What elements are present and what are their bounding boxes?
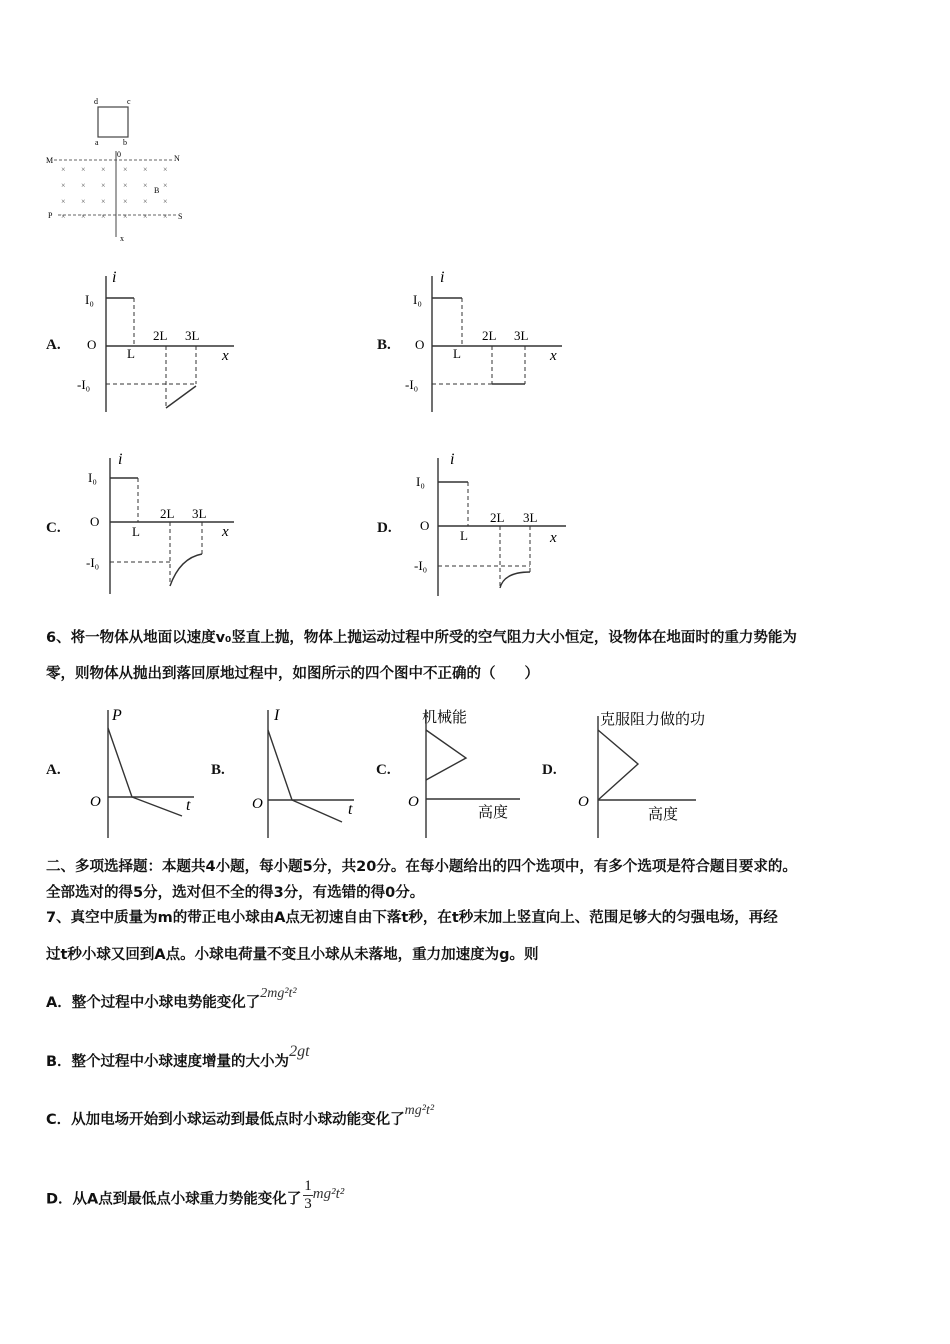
label-2L: 2L	[160, 506, 175, 521]
field-cross-mark: ×	[61, 212, 66, 221]
label-L: L	[132, 524, 140, 539]
q5-option-letter-A: A.	[46, 337, 61, 353]
label-3L: 3L	[523, 510, 538, 525]
label-neg-I0: -I₀	[86, 555, 100, 570]
label-L: L	[453, 346, 461, 361]
label-x: x	[222, 524, 229, 540]
label-d: d	[94, 97, 98, 106]
q7-option-C-formula: mg²t²	[404, 1103, 435, 1118]
field-cross-mark: ×	[143, 165, 148, 174]
q6-line1: 6、将一物体从地面以速度v₀竖直上抛，物体上抛运动过程中所受的空气阻力大小恒定，设物体在地面时的重力势能为	[46, 630, 797, 646]
label-S: S	[178, 212, 183, 221]
q7-option-B	[46, 1043, 310, 1072]
axis-label-height: 高度	[648, 807, 679, 823]
axis-label-i: i	[112, 269, 117, 286]
field-cross-mark: ×	[101, 212, 106, 221]
label-neg-I0: -I₀	[405, 377, 419, 392]
q6-option-letter-B: B.	[211, 762, 225, 778]
axis-label-height: 高度	[478, 805, 509, 821]
axis-label-t: t	[186, 797, 191, 814]
field-cross-mark: ×	[61, 181, 66, 190]
label-neg-I0: -I₀	[77, 377, 91, 392]
curve	[426, 730, 466, 780]
label-I0: I₀	[416, 474, 425, 489]
field-cross-mark: ×	[123, 197, 128, 206]
q6-option-letter-C: C.	[376, 762, 391, 778]
label-x: x	[222, 348, 229, 364]
label-c: c	[127, 97, 131, 106]
q7-option-D-fraction	[303, 1178, 313, 1213]
label-O: O	[408, 794, 419, 810]
q5-option-letter-D: D.	[377, 520, 392, 536]
curve	[108, 728, 182, 816]
q7-option-D-formula: mg²t²	[312, 1185, 345, 1202]
field-cross-mark: ×	[81, 212, 86, 221]
label-x: x	[550, 348, 557, 364]
q7-option-B-text: B．整个过程中小球速度增量的大小为	[46, 1054, 290, 1070]
q5-graph-A	[76, 268, 246, 418]
section2-line1: 二、多项选择题：本题共4小题，每小题5分，共20分。在每小题给出的四个选项中，有多个选项是符合题目要求的。	[46, 859, 797, 875]
field-cross-mark: ×	[163, 212, 168, 221]
q6-graph-C	[400, 700, 530, 842]
field-cross-mark: ×	[163, 181, 168, 190]
axis-label-P: P	[112, 707, 122, 724]
q7-option-D	[46, 1178, 345, 1217]
label-2L: 2L	[490, 510, 505, 525]
label-3L: 3L	[185, 328, 200, 343]
magnetic-field-figure	[44, 95, 204, 245]
field-cross-mark: ×	[143, 181, 148, 190]
current-segment-negative	[500, 572, 530, 588]
axis-label-i: i	[440, 269, 445, 286]
label-M: M	[46, 156, 54, 165]
q6-graph-B	[248, 700, 368, 842]
q7-option-A	[46, 986, 297, 1014]
field-cross-mark: ×	[101, 197, 106, 206]
q6-graph-A	[84, 700, 204, 842]
q7-option-C	[46, 1103, 435, 1131]
axis-label-t: t	[348, 801, 353, 818]
label-O: O	[90, 794, 101, 810]
label-O: O	[87, 337, 97, 352]
field-cross-mark: ×	[81, 181, 86, 190]
label-O: O	[252, 796, 263, 812]
q7-line1: 7、真空中质量为m的带正电小球由A点无初速自由下落t秒，在t秒末加上竖直向上、范围足够大的匀强电场，再经	[46, 910, 778, 926]
label-neg-I0: -I₀	[414, 558, 428, 573]
q7-option-A-formula: 2mg²t²	[260, 986, 297, 1001]
label-L: L	[127, 346, 135, 361]
q5-graph-D	[404, 450, 574, 600]
q7-line2: 过t秒小球又回到A点。小球电荷量不变且小球从未落地，重力加速度为g。则	[46, 947, 539, 963]
label-B: B	[154, 186, 160, 195]
curve	[598, 730, 638, 800]
q5-graph-C	[76, 450, 246, 600]
label-2L: 2L	[482, 328, 497, 343]
q5-option-letter-C: C.	[46, 520, 61, 536]
label-O: O	[420, 518, 430, 533]
label-x: x	[550, 530, 557, 546]
label-zero: 0	[117, 150, 121, 159]
field-crosses	[61, 165, 168, 221]
label-O: O	[90, 514, 100, 529]
field-cross-mark: ×	[61, 165, 66, 174]
field-cross-mark: ×	[163, 165, 168, 174]
q6-line2: 零，则物体从抛出到落回原地过程中，如图所示的四个图中不正确的（ ）	[46, 666, 539, 682]
label-3L: 3L	[192, 506, 207, 521]
axis-label-mechanical-energy: 机械能	[422, 710, 468, 726]
q7-option-B-formula: 2gt	[289, 1043, 310, 1060]
label-N: N	[174, 154, 180, 163]
fraction-numerator: 1	[304, 1178, 312, 1194]
field-cross-mark: ×	[61, 197, 66, 206]
label-P: P	[48, 211, 53, 220]
label-O: O	[578, 794, 589, 810]
label-3L: 3L	[514, 328, 529, 343]
axis-label-I: I	[274, 707, 280, 724]
q7-option-A-text: A．整个过程中小球电势能变化了	[46, 995, 261, 1011]
field-cross-mark: ×	[81, 165, 86, 174]
curve	[268, 730, 342, 822]
label-I0: I₀	[413, 292, 422, 307]
q5-graph-B	[404, 268, 574, 418]
square-coil	[98, 107, 128, 137]
q7-option-C-text: C．从加电场开始到小球运动到最低点时小球动能变化了	[46, 1112, 405, 1128]
field-cross-mark: ×	[143, 212, 148, 221]
axis-label-i: i	[118, 451, 123, 468]
current-segment-negative	[170, 554, 202, 586]
field-cross-mark: ×	[101, 165, 106, 174]
q5-option-letter-B: B.	[377, 337, 391, 353]
q6-option-letter-A: A.	[46, 762, 61, 778]
q6-graph-D	[572, 700, 742, 842]
label-I0: I₀	[88, 470, 97, 485]
section2-line2: 全部选对的得5分，选对但不全的得3分，有选错的得0分。	[46, 885, 425, 901]
field-cross-mark: ×	[123, 165, 128, 174]
field-cross-mark: ×	[163, 197, 168, 206]
field-cross-mark: ×	[123, 212, 128, 221]
axis-label-i: i	[450, 451, 455, 468]
field-cross-mark: ×	[101, 181, 106, 190]
label-O: O	[415, 337, 425, 352]
current-segment-negative	[166, 386, 196, 408]
label-L: L	[460, 528, 468, 543]
q6-option-letter-D: D.	[542, 762, 557, 778]
label-b: b	[123, 138, 127, 147]
label-2L: 2L	[153, 328, 168, 343]
axis-label-work-against-resistance: 克服阻力做的功	[600, 712, 706, 728]
q7-option-D-text: D．从A点到最低点小球重力势能变化了	[46, 1191, 302, 1208]
label-a: a	[95, 138, 99, 147]
field-cross-mark: ×	[143, 197, 148, 206]
field-cross-mark: ×	[123, 181, 128, 190]
label-x: x	[120, 234, 124, 243]
field-cross-mark: ×	[81, 197, 86, 206]
fraction-denominator: 3	[304, 1196, 312, 1212]
label-I0: I₀	[85, 292, 94, 307]
